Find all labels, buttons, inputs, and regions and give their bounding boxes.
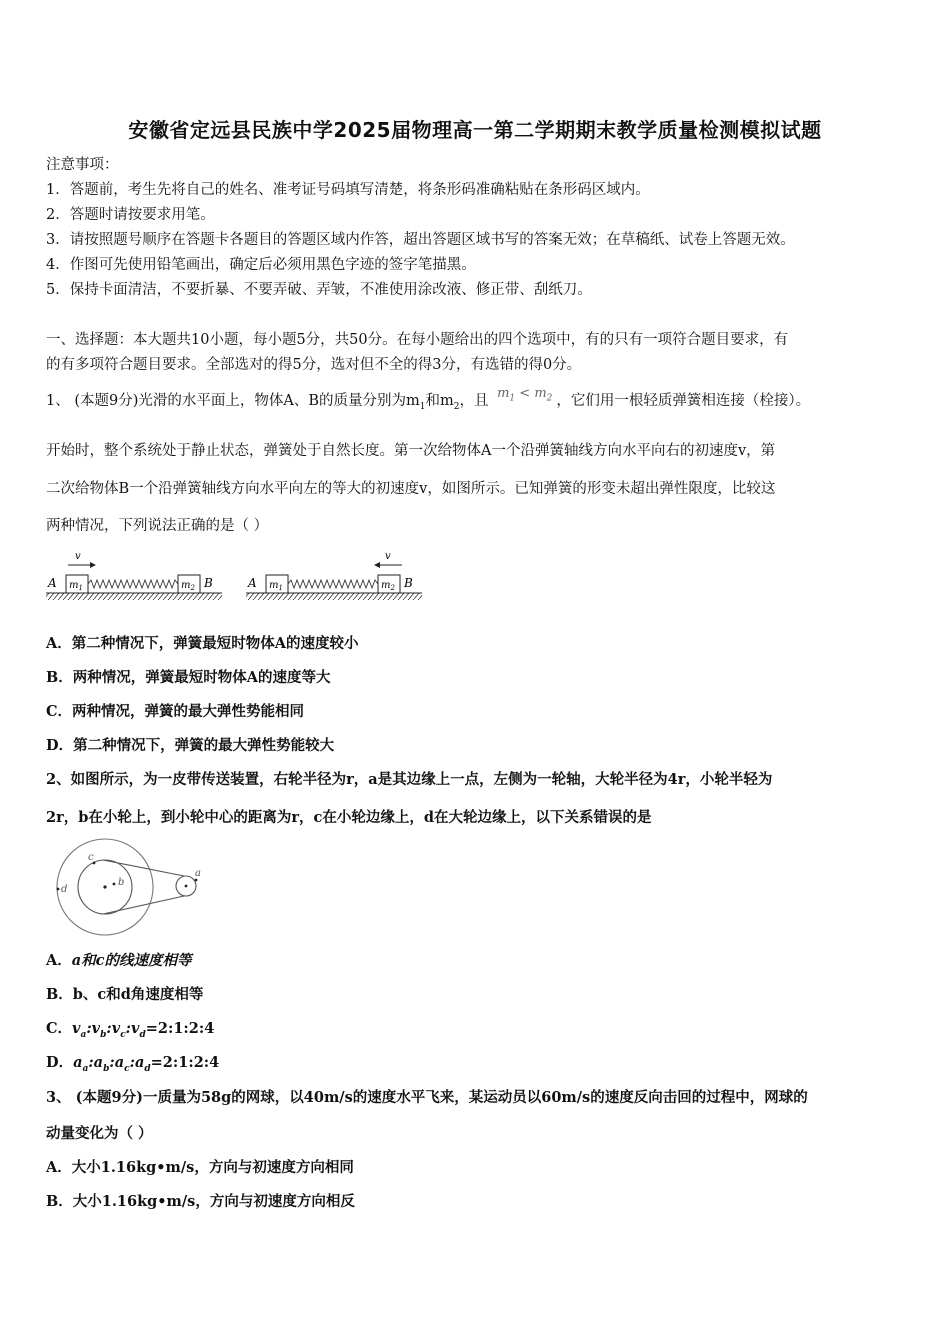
q2-stem-line2: 2r，b在小轮上，到小轮中心的距离为r，c在小轮边缘上，d在大轮边缘上，以下关系错误的是 [46,809,652,826]
acceleration-ratio: $a_a:a_b:a_c:a_d$ [73,1054,151,1074]
q1-stem-text: ，它们用一根轻质弹簧相连接（栓接）。 [556,393,811,409]
label-a: a [195,868,201,879]
label-m1: $m_1$ [269,580,283,592]
ineq-m1: m [497,386,510,401]
option-text: b、c和d角速度相等 [72,986,204,1003]
q1-stem-line4: 两种情况，下列说法正确的是（ ） [46,518,269,534]
notice-item: 4．作图可先使用铅笔画出，确定后必须用黑色字迹的签字笔描黑。 [46,257,476,273]
label-b: b [118,877,125,888]
label-A: A [48,576,57,590]
option-letter: A． [46,952,72,969]
mass-inequality [497,386,553,404]
q3-option-a: A．大小1.16kg•m/s，方向与初速度方向相同 [46,1159,354,1176]
q2-option-b [46,983,916,1004]
q1-option-c: C．两种情况，弹簧的最大弹性势能相同 [46,703,305,720]
q3-stem-line2: 动量变化为（ ） [46,1125,153,1142]
notice-heading: 注意事项： [46,157,119,173]
label-B: B [204,576,213,590]
spring-block-figure [44,545,429,607]
q1-stem-text: 1、 (本题9分)光滑的水平面上，物体A、B的质量分别为m [46,393,420,409]
label-A: A [248,576,257,590]
ineq-lt: < [515,386,535,401]
notice-item: 5．保持卡面清洁，不要折暴、不要弄破、弄皱，不准使用涂改液、修正带、刮纸刀。 [46,282,592,298]
option-text: a和c的线速度相等 [71,952,192,969]
q1-stem-text: ，且 [459,393,489,409]
velocity-ratio: $v_a:v_b:v_c:v_d$ [72,1020,146,1040]
option-letter: D． [46,1054,74,1071]
section-intro: 的有多项符合题目要求。全部选对的得5分，选对但不全的得3分，有选错的得0分。 [46,357,582,373]
q1-stem-line1 [46,386,916,412]
ineq-m2: m [534,386,547,401]
belt-pulley-figure [50,834,210,939]
q1-option-b: B．两种情况，弹簧最短时物体A的速度等大 [46,669,331,686]
q2-stem-line1: 2、如图所示，为一皮带传送装置，右轮半径为r，a是其边缘上一点，左侧为一轮轴，大轮半径为4r，小轮半轻为 [46,771,773,788]
option-letter: C． [46,1020,73,1037]
q3-option-b: B．大小1.16kg•m/s，方向与初速度方向相反 [46,1193,355,1210]
label-c: c [88,852,94,863]
subscript: 2 [546,393,553,404]
subscript: 2 [453,401,460,412]
label-m1: $m_1$ [69,580,83,592]
q1-stem-line2: 开始时，整个系统处于静止状态，弹簧处于自然长度。第一次给物体A一个沿弹簧轴线方向水平向右的初速度v，第 [46,443,776,459]
notice-item: 3．请按照题号顺序在答题卡各题目的答题区域内作答，超出答题区域书写的答案无效；在草稿纸、试卷上答题无效。 [46,232,795,248]
label-d: d [61,884,68,895]
q1-option-d: D．第二种情况下，弹簧的最大弹性势能较大 [46,737,335,754]
subscript: 1 [509,393,516,404]
ratio-value: =2:1:2:4 [150,1054,220,1071]
diagram-case-1 [46,551,222,600]
label-B: B [404,576,413,590]
label-v: v [385,551,391,562]
notice-item: 2．答题时请按要求用笔。 [46,207,215,223]
q2-option-a [46,949,916,970]
label-v: v [75,551,81,562]
q1-option-a: A．第二种情况下，弹簧最短时物体A的速度较小 [46,635,359,652]
option-letter: B． [46,986,73,1003]
diagram-case-2 [246,551,422,600]
subscript: 1 [419,401,426,412]
q2-option-c [46,1017,916,1040]
spring [88,580,178,588]
spring [288,580,378,588]
page-title: 安徽省定远县民族中学2025届物理高一第二学期期末教学质量检测模拟试题 [128,118,822,142]
section-intro: 一、选择题：本大题共10小题，每小题5分，共50分。在每小题给出的四个选项中，有的只有一项符合题目要求，有 [46,332,789,348]
ratio-value: =2:1:2:4 [145,1020,215,1037]
q1-stem-text: 和m [425,393,454,409]
notice-item: 1．答题前，考生先将自己的姓名、准考证号码填写清楚，将条形码准确粘贴在条形码区域内。 [46,182,650,198]
label-m2: $m_2$ [181,580,195,592]
q2-option-d [46,1051,916,1074]
q3-stem-line1: 3、 (本题9分)一质量为58g的网球，以40m/s的速度水平飞来，某运动员以60m/s的速度反向击回的过程中，网球的 [46,1089,808,1106]
label-m2: $m_2$ [381,580,395,592]
q1-stem-line3: 二次给物体B一个沿弹簧轴线方向水平向左的等大的初速度v，如图所示。已知弹簧的形变未超出弹性限度，比较这 [46,481,776,497]
